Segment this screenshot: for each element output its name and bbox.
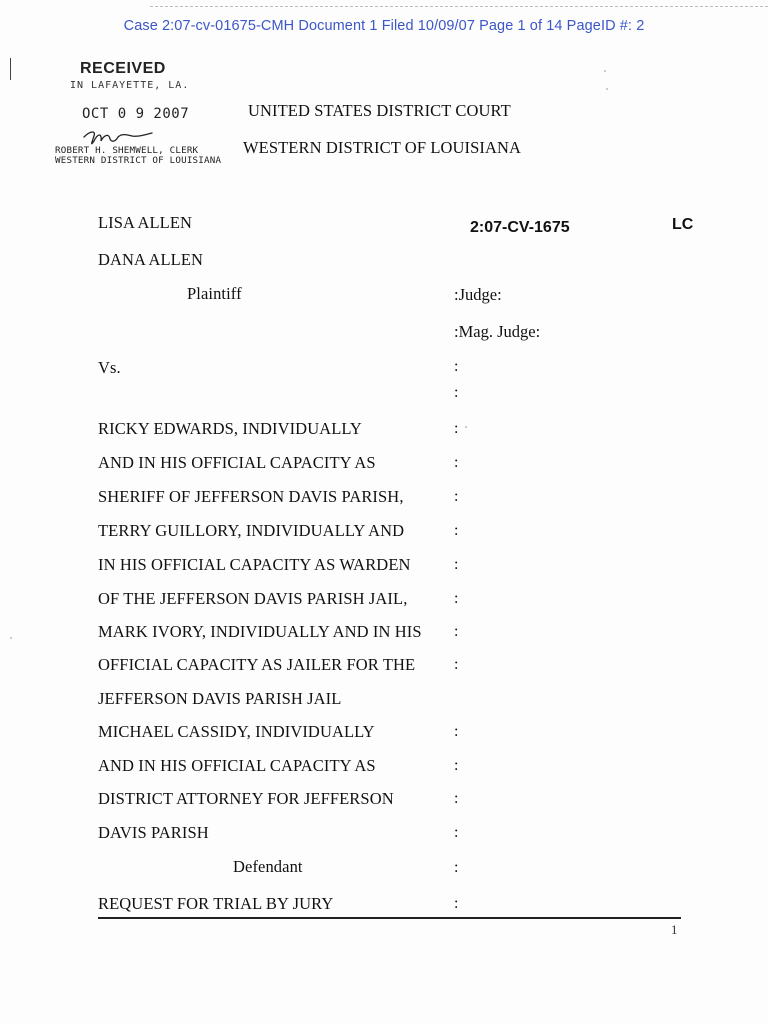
caption-colon: :: [454, 895, 459, 912]
received-stamp-city: IN LAFAYETTE, LA.: [70, 80, 190, 91]
plaintiff-name-2: DANA ALLEN: [98, 250, 204, 269]
caption-colon: :: [454, 590, 459, 607]
caption-rule: [98, 917, 681, 919]
jury-request: REQUEST FOR TRIAL BY JURY: [98, 894, 334, 913]
clerk-stamp-line-2: WESTERN DISTRICT OF LOUISIANA: [55, 155, 222, 166]
scan-speck: [606, 88, 608, 90]
scan-speck: [604, 70, 606, 72]
scan-edge-line: [150, 6, 768, 7]
mag-judge-label: :Mag. Judge:: [454, 322, 541, 341]
caption-colon: :: [454, 420, 459, 437]
defendant-line: SHERIFF OF JEFFERSON DAVIS PARISH,: [98, 487, 404, 506]
defendant-line: DAVIS PARISH: [98, 823, 209, 842]
received-stamp-date: OCT 0 9 2007: [82, 106, 190, 122]
caption-colon: :: [454, 556, 459, 573]
defendant-label: Defendant: [233, 857, 303, 876]
caption-colon: :: [454, 384, 459, 401]
judge-label: :Judge:: [454, 285, 502, 304]
caption-colon: :: [454, 488, 459, 505]
caption-colon: :: [454, 859, 459, 876]
case-number: 2:07-CV-1675: [470, 219, 570, 236]
defendant-line: JEFFERSON DAVIS PARISH JAIL: [98, 689, 342, 708]
court-district: WESTERN DISTRICT OF LOUISIANA: [243, 138, 522, 157]
defendant-line: AND IN HIS OFFICIAL CAPACITY AS: [98, 756, 376, 775]
scan-speck: [465, 426, 467, 428]
defendant-line: MICHAEL CASSIDY, INDIVIDUALLY: [98, 722, 375, 741]
defendant-line: RICKY EDWARDS, INDIVIDUALLY: [98, 419, 362, 438]
defendant-line: OFFICIAL CAPACITY AS JAILER FOR THE: [98, 655, 416, 674]
page-number: 1: [671, 922, 678, 937]
filing-header: Case 2:07-cv-01675-CMH Document 1 Filed 10/09/07 Page 1 of 14 PageID #: 2: [123, 18, 645, 34]
defendant-line: OF THE JEFFERSON DAVIS PARISH JAIL,: [98, 589, 408, 608]
court-name: UNITED STATES DISTRICT COURT: [248, 101, 511, 120]
received-stamp-title: RECEIVED: [80, 60, 166, 77]
case-suffix: LC: [672, 216, 694, 233]
plaintiff-name-1: LISA ALLEN: [98, 213, 193, 232]
caption-colon: :: [454, 522, 459, 539]
caption-colon: :: [454, 723, 459, 740]
caption-colon: :: [454, 623, 459, 640]
clerk-stamp: [55, 146, 221, 166]
clerk-stamp-line-1: ROBERT H. SHEMWELL, CLERK: [55, 145, 199, 156]
caption-colon: :: [454, 454, 459, 471]
defendant-line: AND IN HIS OFFICIAL CAPACITY AS: [98, 453, 376, 472]
caption-colon: :: [454, 757, 459, 774]
defendant-line: IN HIS OFFICIAL CAPACITY AS WARDEN: [98, 555, 411, 574]
caption-colon: :: [454, 656, 459, 673]
plaintiff-label: Plaintiff: [187, 284, 242, 303]
caption-colon: :: [454, 824, 459, 841]
scan-speck: [10, 637, 12, 639]
caption-colon: :: [454, 790, 459, 807]
defendant-line: MARK IVORY, INDIVIDUALLY AND IN HIS: [98, 622, 422, 641]
defendant-line: TERRY GUILLORY, INDIVIDUALLY AND: [98, 521, 405, 540]
versus-label: Vs.: [98, 358, 121, 377]
defendant-line: DISTRICT ATTORNEY FOR JEFFERSON: [98, 789, 394, 808]
caption-colon: :: [454, 358, 459, 375]
scan-margin-mark: [10, 58, 11, 80]
